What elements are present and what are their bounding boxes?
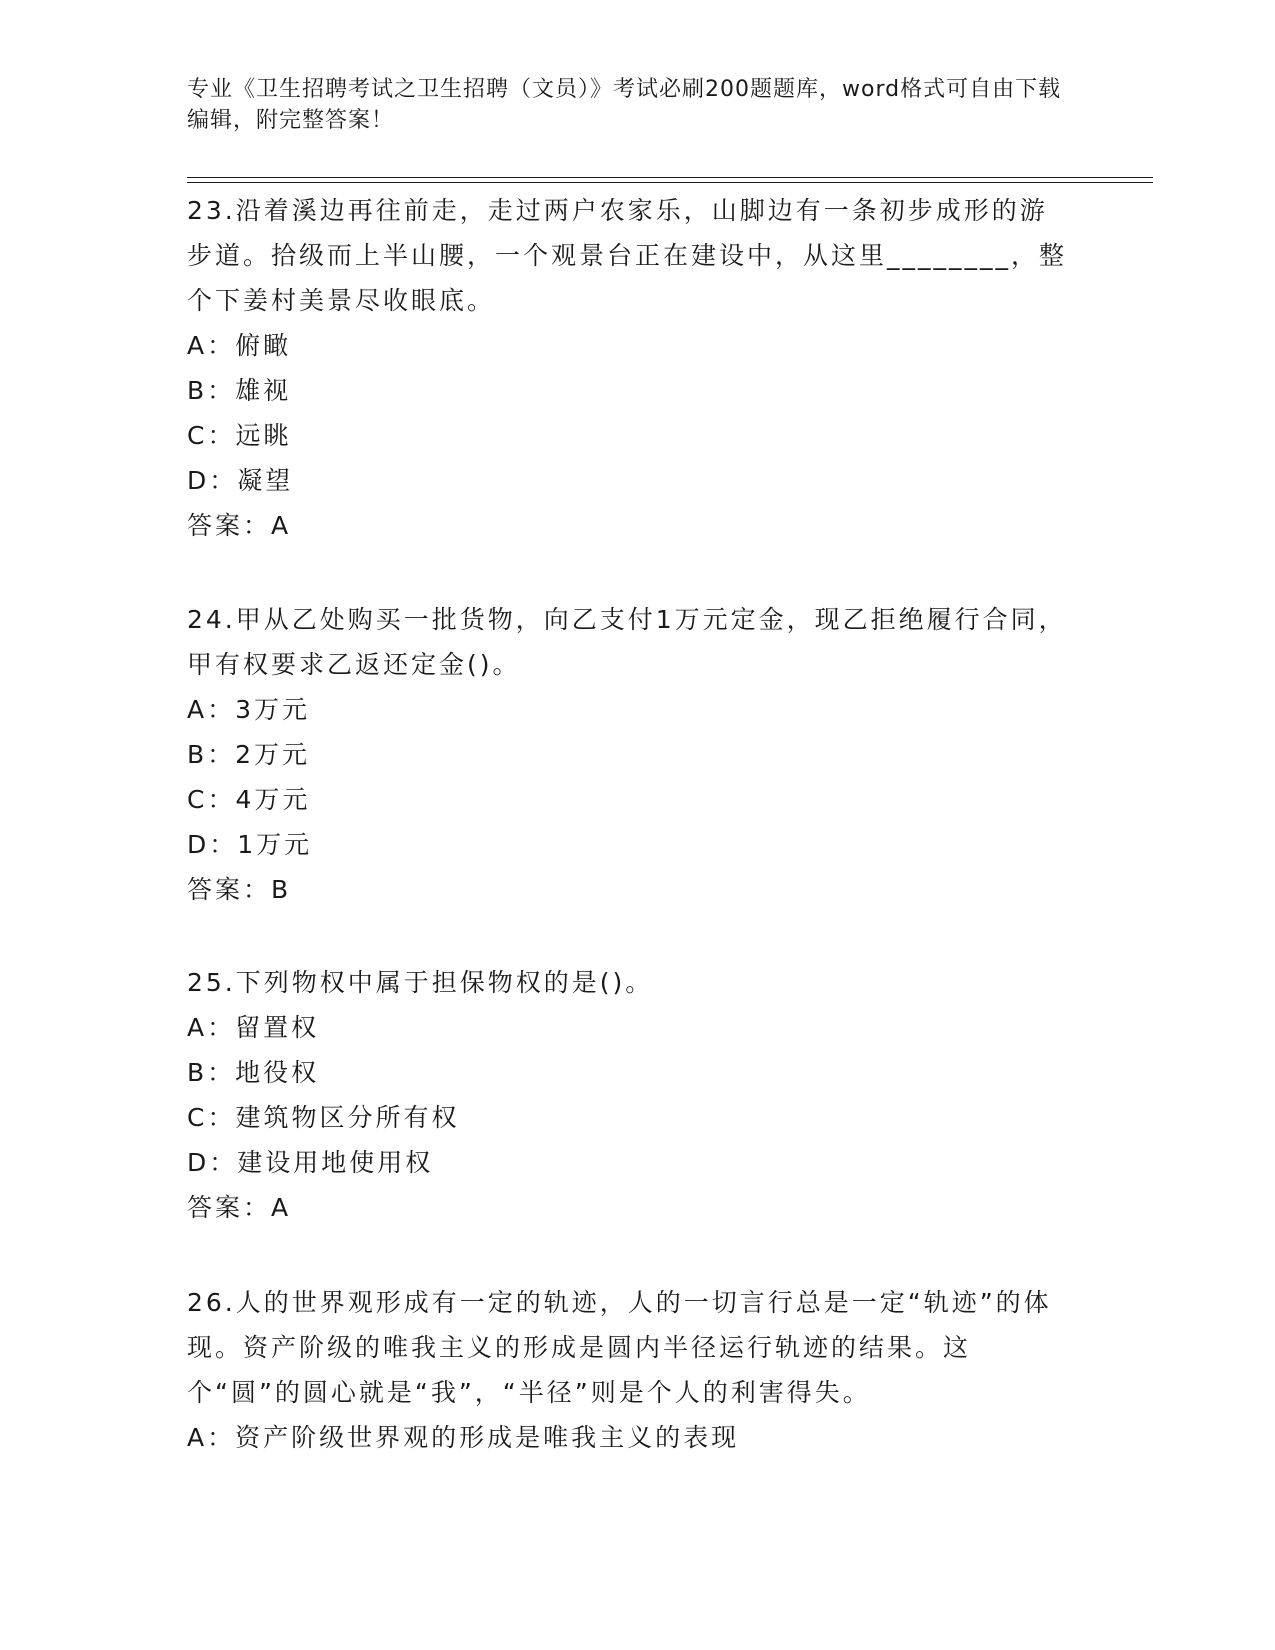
question-25: [187, 960, 1067, 1230]
option-d: D：1万元: [187, 830, 313, 859]
header-divider-bottom: [187, 182, 1153, 183]
option-b: B：地役权: [187, 1058, 320, 1087]
question-stem: 25.下列物权中属于担保物权的是()。: [187, 968, 654, 997]
option-b: B：2万元: [187, 740, 311, 769]
option-b: B：雄视: [187, 376, 292, 405]
question-stem: 23.沿着溪边再往前走，走过两户农家乐，山脚边有一条初步成形的游步道。拾级而上半山腰，一个观景台正在建设中，从这里________，整个下姜村美景尽收眼底。: [187, 196, 1068, 315]
option-d: D：凝望: [187, 466, 294, 495]
header-divider-top: [187, 177, 1153, 178]
question-stem: 24.甲从乙处购买一批货物，向乙支付1万元定金，现乙拒绝履行合同，甲有权要求乙返还定金()。: [187, 605, 1067, 679]
option-c: C：远眺: [187, 421, 292, 450]
document-header: [187, 74, 1067, 136]
header-intro-text: 专业《卫生招聘考试之卫生招聘（文员）》考试必刷200题题库，word格式可自由下载编辑，附完整答案！: [187, 77, 1062, 133]
option-a: A：留置权: [187, 1013, 320, 1042]
answer: 答案：B: [187, 875, 292, 904]
option-c: C：建筑物区分所有权: [187, 1103, 460, 1132]
answer: 答案：A: [187, 511, 292, 540]
option-a: A：俯瞰: [187, 331, 292, 360]
question-26: [187, 1280, 1067, 1460]
option-d: D：建设用地使用权: [187, 1148, 434, 1177]
answer: 答案：A: [187, 1193, 292, 1222]
option-a: A：资产阶级世界观的形成是唯我主义的表现: [187, 1423, 740, 1452]
question-24: [187, 597, 1067, 912]
option-a: A：3万元: [187, 695, 311, 724]
question-23: [187, 188, 1067, 548]
option-c: C：4万元: [187, 785, 311, 814]
question-stem: 26.人的世界观形成有一定的轨迹，人的一切言行总是一定“轨迹”的体现。资产阶级的唯我主义的形成是圆内半径运行轨迹的结果。这个“圆”的圆心就是“我”，“半径”则是个人的利害得失。: [187, 1288, 1052, 1407]
